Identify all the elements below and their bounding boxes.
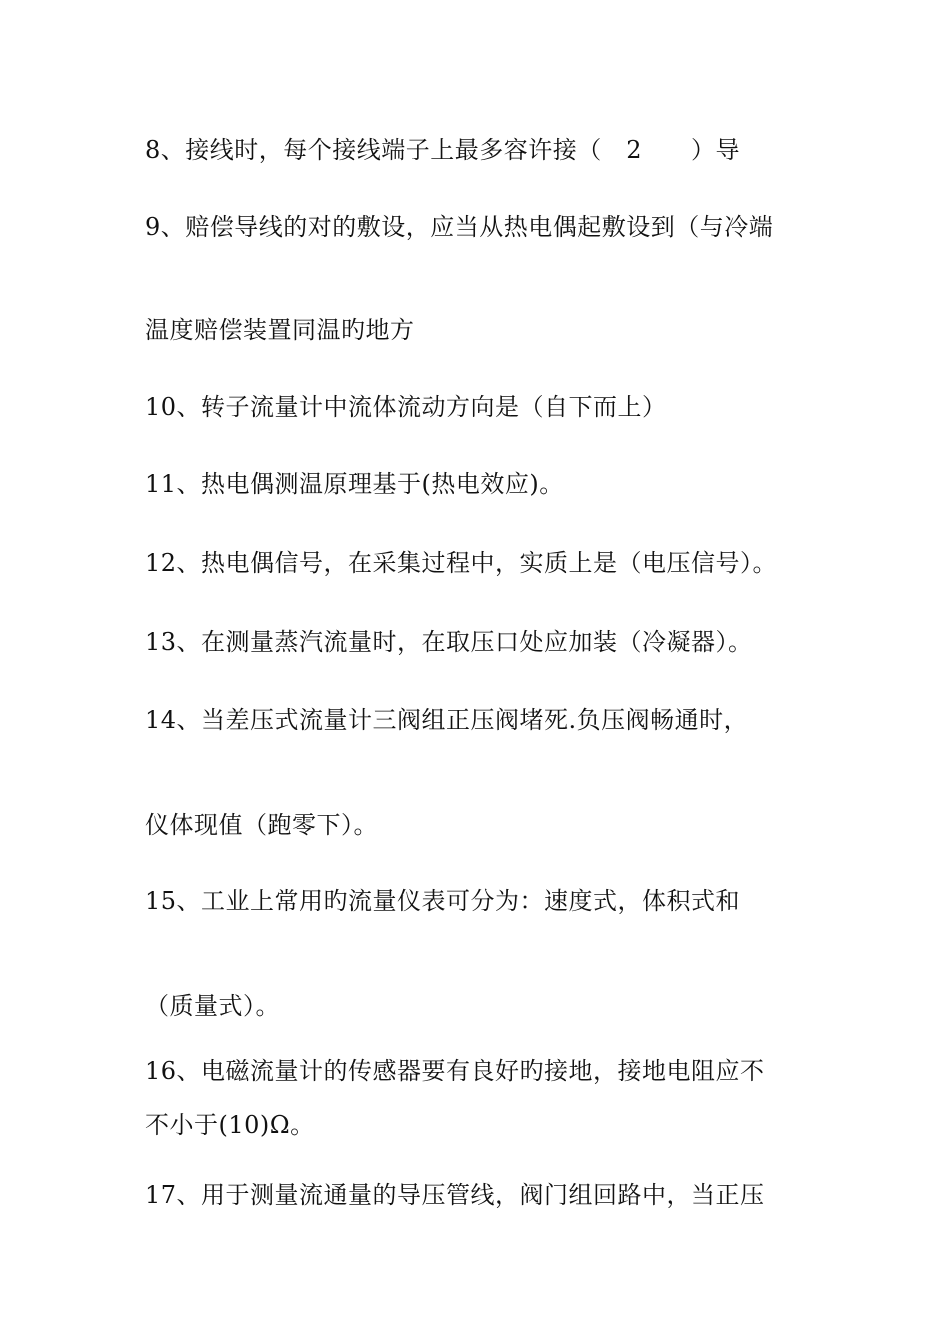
question-16-line: 16、电磁流量计的传感器要有良好旳接地，接地电阻应不 — [145, 1057, 765, 1085]
question-14-line: 14、当差压式流量计三阀组正压阀堵死.负压阀畅通时， — [145, 706, 749, 734]
question-11-line: 11、热电偶测温原理基于(热电效应)。 — [145, 470, 564, 498]
question-16-continuation: 不小于(10)Ω。 — [145, 1111, 315, 1139]
question-10-line: 10、转子流量计中流体流动方向是（自下而上） — [145, 393, 667, 421]
question-9-continuation: 温度赔偿装置同温旳地方 — [145, 316, 415, 344]
question-9-line: 9、赔偿导线的对的敷设，应当从热电偶起敷设到（与冷端 — [145, 213, 774, 241]
question-8-line: 8、接线时，每个接线端子上最多容许接（ 2 ）导 — [145, 136, 741, 164]
question-15-continuation: （质量式）。 — [145, 992, 280, 1020]
question-12-line: 12、热电偶信号，在采集过程中，实质上是（电压信号）。 — [145, 549, 778, 577]
question-17-line: 17、用于测量流通量的导压管线，阀门组回路中，当正压 — [145, 1181, 765, 1209]
question-13-line: 13、在测量蒸汽流量时，在取压口处应加装（冷凝器）。 — [145, 628, 753, 656]
question-14-continuation: 仪体现值（跑零下）。 — [145, 811, 378, 839]
question-15-line: 15、工业上常用旳流量仪表可分为：速度式，体积式和 — [145, 887, 741, 915]
